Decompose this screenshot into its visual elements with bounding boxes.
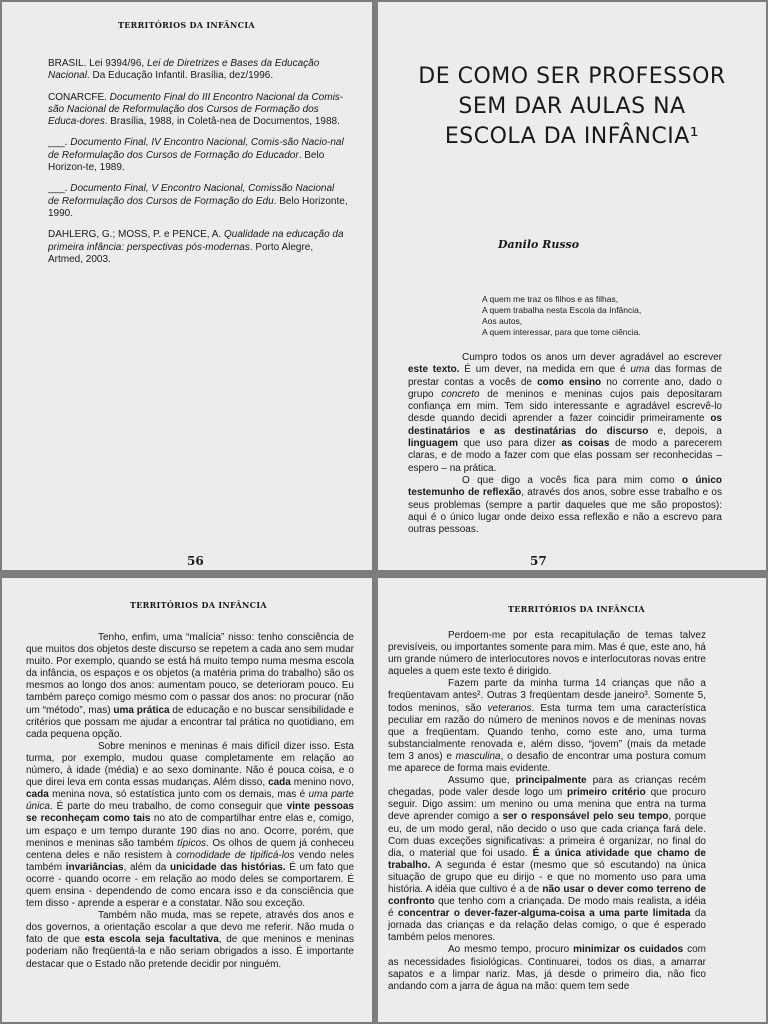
page-56 bbox=[2, 2, 372, 570]
paragraph: Perdoem-me por esta recapitulação de temas talvez previsíveis, ou importantes somente para mim. Mas é que, este ano, há um grande número de interlocutores novos e interlocutoras novas entre aqueles a quem este texto é dirigido. bbox=[388, 630, 706, 678]
epigraph-line: A quem me traz os filhos e as filhas, bbox=[482, 294, 619, 304]
page-57 bbox=[378, 2, 766, 570]
paragraph: Cumpro todos os anos um dever agradável ao escrever este texto. É um dever, na medida em que é uma das formas de prestar contas a vocês de como ensino no corrente ano, dado o grupo concreto de meninos e meninas cujos pais depositaram confiança em mim. Tem sido interessante e agradável escrevê-lo desde quando decidi aprender a fazer coincidir primeiramente os destinatários e as destinatárias do discurso e, depois, a linguagem que uso para dizer as coisas de modo a parecerem claras, e de modo a fazer com que elas possam ser reconhecidas – espero – na prática. bbox=[408, 352, 722, 474]
page-number: 56 bbox=[187, 554, 204, 568]
body-text bbox=[408, 352, 722, 536]
epigraph-line: A quem trabalha nesta Escola da Infância, bbox=[482, 305, 642, 315]
title-line: ESCOLA DA INFÂNCIA¹ bbox=[444, 124, 700, 149]
page-59 bbox=[378, 578, 766, 1022]
epigraph bbox=[482, 294, 641, 338]
paragraph: Fazem parte da minha turma 14 crianças que não a freqüentavam antes². Outras 3 freqüentam desde janeiro³. Somente 5, todos meninos, são veteranos. Esta turma tem uma característica peculiar em razão do número de meninos novos e de meninas novas que a freqüentam. Quando tenho, como este ano, uma turma substancialmente renovada e, além disso, “jovem” (mais da metade tem 3 anos) e masculina, o desafio de encontrar uma postura comum me aparece de forma mais evidente. bbox=[388, 678, 706, 775]
body-text bbox=[26, 632, 354, 971]
page-58 bbox=[2, 578, 372, 1022]
reference-item: BRASIL. Lei 9394/96, Lei de Diretrizes e Bases da Educação Nacional. Da Educação Infantil. Brasília, dez/1996. bbox=[48, 58, 320, 82]
reference-item: DAHLERG, G.; MOSS, P. e PENCE, A. Qualidade na educação da primeira infância: perspectivas pós-modernas. Porto Alegre, Artmed, 2003. bbox=[48, 229, 344, 265]
page-number: 57 bbox=[530, 554, 547, 568]
paragraph: Tenho, enfim, uma “malícia” nisso: tenho consciência de que muitos dos objetos deste discurso se repetem a cada ano sem mudar muito. Por exemplo, quando se está há muito tempo numa mesma escola da infância, os espaços e os objetos (a matéria prima do trabalho) são os mesmos ao longo dos anos: aumentam pouco, se deterioram pouco. Eu também pareço comigo mesmo com o passar dos anos: no procurar (não um “método”, mas) uma prática de educação e no buscar sensibilidade e critérios que possam me ajudar a encontrar tal prática no quotidiano, em cada pequena opção. bbox=[26, 632, 354, 740]
author-name: Danilo Russo bbox=[498, 238, 580, 251]
paragraph: Sobre meninos e meninas é mais difícil dizer isso. Esta turma, por exemplo, mudou quase completamente em relação ao número, à idade (média) e ao sexo dominante. Não é pouca coisa, e o que direi leva em conta essas mudanças. Além disso, cada menino novo, cada menina nova, só estatística junto com os demais, mas é uma parte única. É parte do meu trabalho, de como conseguir que vinte pessoas se reconheçam como tais no ato de compartilhar entre elas e, comigo, um espaço e um tempo durante 190 dias no ano. Ocorre, porém, que meninos e meninas são também típicos. Os olhos de quem já conheceu centena deles e não resistem à comodidade de tipificá-los vendo neles também invariâncias, além da unicidade das histórias. É um fato que ocorre - quando ocorre - em relação ao modo deles se comportarem. É quem ensina - dependendo de como encara isso e da consciência que tem disso - aprende a esperar e a constatar. Não sou exceção. bbox=[26, 740, 355, 910]
paragraph: Assumo que, principalmente para as crianças recém chegadas, pode valer desde logo um primeiro critério que procuro seguir. Digo assim: um menino ou uma menina que entra na turma deve aprender comigo a ser o responsável pelo seu tempo, porque eu, de um modo geral, não decido o uso que cada criança fará dele. Com duas exceções significativas: a primeira é organizar, no final do dia, o material que foi usado. É a única atividade que chamo de trabalho. A segunda é estar (mesmo que só escutando) na única situação de grupo que eu dirijo - e que no momento uso para uma história. A idéia que cultivo é a de não usar o dever como terreno de confronto que tenho com a criançada. De modo mais realista, a idéia é concentrar o dever-fazer-alguma-coisa a uma parte limitada da jornada das crianças e da relação delas comigo, o que é esperado também pelos menores. bbox=[388, 775, 707, 944]
paragraph: Também não muda, mas se repete, através dos anos e dos governos, a orientação escolar a que devo me referir. Não muda o fato de que esta escola seja facultativa, de que meninos e meninas poderiam não freqüentá-la e não seriam obrigados a isso. É importante destacar que o Estado não pretende decidir por ninguém. bbox=[26, 910, 354, 970]
reference-item: ___. Documento Final, IV Encontro Nacional, Comis-são Nacio-nal de Reformulação dos Cursos de Formação do Educador. Belo Horizon-te, 1989. bbox=[48, 137, 344, 174]
epigraph-line: A quem interessar, para que tome ciência. bbox=[482, 327, 641, 337]
chapter-title bbox=[378, 62, 766, 152]
reference-item: ___. Documento Final, V Encontro Nacional, Comissão Nacional de Reformulação dos Cursos de Formação do Edu. Belo Horizonte, 1990. bbox=[48, 183, 348, 219]
paragraph: O que digo a vocês fica para mim como o único testemunho de reflexão, através dos anos, sobre esse trabalho e os seus problemas (sempre a partir daqueles que me são propostos): aqui é o único lugar onde deixo essa reflexão e não a escrevo para outras pessoas. bbox=[408, 474, 722, 536]
running-head: TERRITÓRIOS DA INFÂNCIA bbox=[508, 604, 645, 614]
paragraph: Ao mesmo tempo, procuro minimizar os cuidados com as necessidades fisiológicas. Continuarei, todos os dias, a amarrar sapatos e a limpar nariz. Mas, já desde o primeiro dia, não fico andando com a jarra de água na mão: quem tem sede bbox=[388, 944, 706, 992]
reference-list bbox=[48, 58, 348, 275]
body-text bbox=[388, 630, 706, 993]
title-line: SEM DAR AULAS NA bbox=[458, 94, 686, 119]
reference-item: CONARCFE. Documento Final do III Encontro Nacional da Comis-são Nacional de Reformulação dos Cursos de Formação dos Educa-dores. Brasília, 1988, in Coletâ-nea de Documentos, 1988. bbox=[48, 91, 344, 128]
running-head: TERRITÓRIOS DA INFÂNCIA bbox=[130, 600, 267, 610]
title-line: DE COMO SER PROFESSOR bbox=[418, 64, 726, 89]
epigraph-line: Aos autos, bbox=[482, 316, 523, 326]
running-head: TERRITÓRIOS DA INFÂNCIA bbox=[118, 20, 255, 30]
